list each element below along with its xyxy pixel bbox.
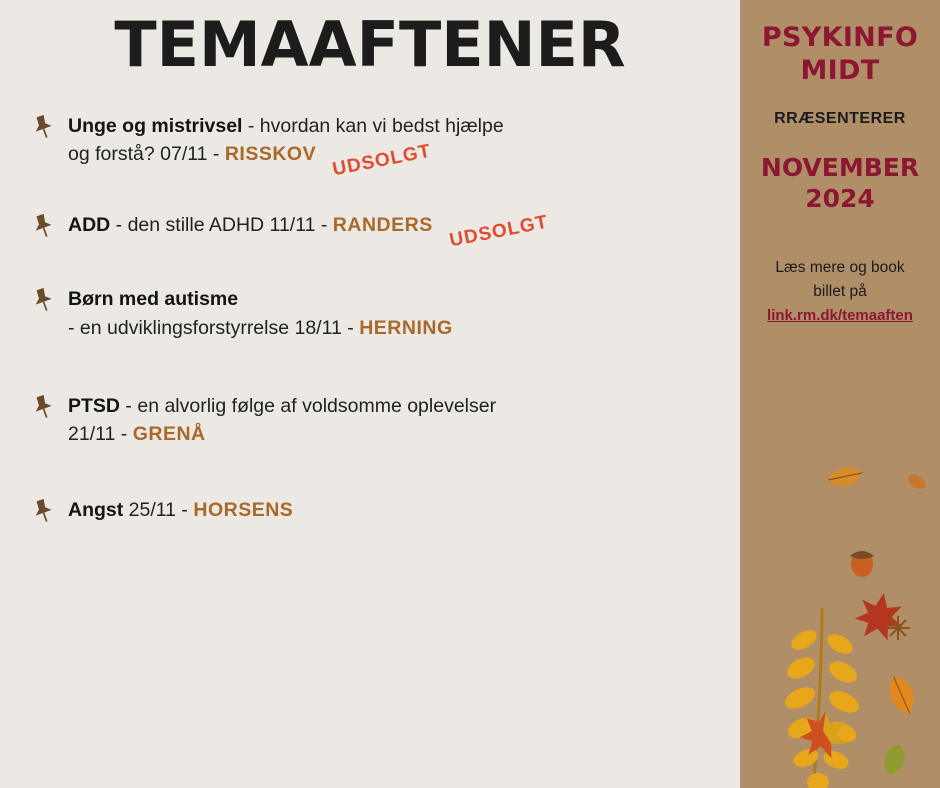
month-label: NOVEMBER (760, 152, 920, 182)
pushpin-icon (28, 497, 58, 525)
event-city: HORSENS (193, 499, 294, 522)
event-line-1 (68, 112, 740, 140)
brand-line-1: PSYKINFO (761, 22, 919, 53)
pushpin-icon (28, 212, 58, 240)
poster-sidebar (740, 0, 940, 788)
booking-line-1: Læs mere og book (775, 259, 905, 277)
presents-label: RRÆSENTERER (774, 109, 906, 127)
page-title: TEMAAFTENER (114, 8, 626, 81)
event-date: - en udviklingsforstyrrelse 18/11 - (68, 316, 360, 339)
event-line-2 (68, 314, 740, 342)
date-block (740, 152, 940, 215)
event-line-1 (68, 392, 740, 420)
event-line-1 (68, 285, 740, 313)
event-line-1 (68, 496, 740, 524)
event-date: 21/11 - (68, 423, 133, 446)
list-item (24, 496, 740, 524)
list-item (24, 285, 740, 342)
status-badge: UDSOLGT (330, 140, 434, 181)
event-title: Unge og mistrivsel (68, 115, 243, 137)
event-title: Børn med autisme (68, 288, 239, 311)
year-label: 2024 (805, 184, 875, 214)
booking-info (740, 256, 940, 327)
list-item (24, 211, 740, 252)
event-title: PTSD (68, 394, 121, 417)
autumn-leaves-decoration (740, 440, 940, 788)
pushpin-icon (28, 113, 58, 141)
event-subtitle: - hvordan kan vi bedst hjælpe (242, 115, 504, 137)
list-item (24, 392, 740, 449)
brand-line-2: MIDT (800, 54, 880, 86)
event-line-1 (68, 211, 740, 252)
booking-link[interactable]: link.rm.dk/temaaften (767, 306, 913, 324)
event-title: Angst (68, 499, 124, 522)
event-subtitle: - den stille ADHD 11/11 - (110, 213, 333, 236)
event-line-2 (68, 420, 740, 448)
booking-line-2: billet på (813, 282, 867, 300)
event-date: og forstå? 07/11 - (68, 143, 225, 166)
list-item (24, 112, 740, 181)
event-city: HERNING (359, 316, 453, 339)
events-list (0, 112, 740, 525)
event-subtitle: - en alvorlig følge af voldsomme oplevelser (120, 394, 497, 417)
event-line-2 (68, 140, 740, 181)
pushpin-icon (28, 286, 58, 314)
pushpin-icon (28, 393, 58, 421)
event-city: RISSKOV (224, 143, 317, 166)
event-title: ADD (68, 213, 111, 236)
event-city: RANDERS (332, 213, 433, 236)
brand-name (740, 0, 940, 88)
status-badge: UDSOLGT (447, 211, 550, 252)
event-city: GRENÅ (132, 423, 206, 446)
event-subtitle: 25/11 - (123, 499, 194, 522)
